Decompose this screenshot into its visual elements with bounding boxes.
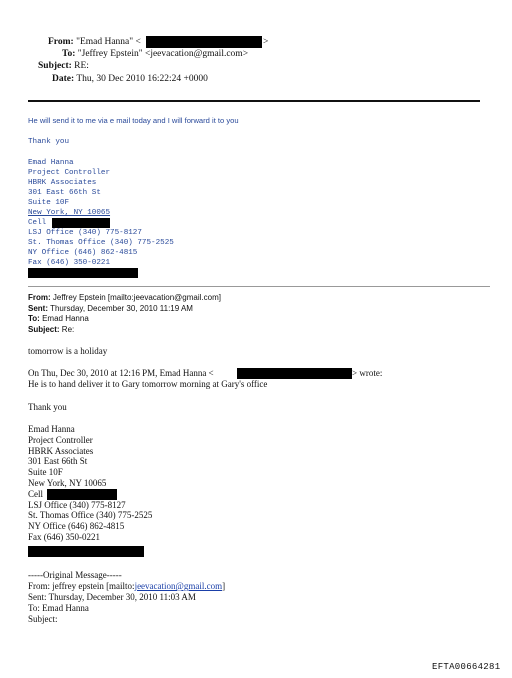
signature-line: HBRK Associates [28,179,97,187]
original-from-start: From: jeffrey epstein [mailto: [28,581,135,591]
redaction-box [28,268,138,278]
quoted-signature [28,424,152,543]
quoted-wrote: > wrote: [352,368,383,378]
quoted-from-label: From: [28,293,51,302]
original-subject: Subject: [28,614,58,624]
redaction-box [47,489,117,500]
signature-line: LSJ Office (340) 775-8127 [28,229,142,237]
header-from-row [48,36,141,48]
signature-line: 301 East 66th St [28,189,101,197]
subject-label: Subject: [38,61,72,71]
quote-divider [28,286,490,287]
header-subject-row [38,60,89,72]
quoted-subject-value: Re: [61,324,75,334]
quoted-subject-label: Subject: [28,324,60,334]
quoted-on-line: On Thu, Dec 30, 2010 at 12:16 PM, Emad Hanna < [28,368,214,378]
signature-line: St. Thomas Office (340) 775-2525 [28,239,174,247]
signature-line: Project Controller [28,169,111,177]
header-divider [28,100,480,102]
original-divider: -----Original Message----- [28,570,122,580]
signature-line: NY Office (646) 862-4815 [28,249,138,257]
signature-line: New York, NY 10065 [28,477,107,488]
redaction-box [237,368,352,379]
quoted-to-value: Emad Hanna [42,314,89,323]
header-to-row [62,48,248,60]
signature-line: LSJ Office (340) 775-8127 [28,499,126,510]
to-label: To: [62,49,76,59]
signature-line: New York, NY 10065 [28,209,111,217]
signature-line: Emad Hanna [28,159,74,167]
from-label: From: [48,37,74,47]
signature-line: Suite 10F [28,467,63,478]
signature-line: Fax (646) 350-0221 [28,259,111,267]
reply-message: He will send it to me via e mail today and I will forward it to you [28,116,239,125]
bates-number: EFTA00664281 [432,662,501,672]
original-from-end: ] [222,581,226,591]
date-value: Thu, 30 Dec 2010 16:22:24 +0000 [76,74,208,84]
quoted-sent-label: Sent: [28,303,48,313]
signature-line: HBRK Associates [28,445,94,456]
signature-line: Fax (646) 350-0221 [28,531,100,542]
signature-line: Cell [28,219,47,227]
reply-thanks: Thank you [28,138,70,146]
signature-line: Emad Hanna [28,424,75,434]
from-tail: > [263,37,269,47]
signature-line: St. Thomas Office (340) 775-2525 [28,510,153,521]
original-sent: Sent: Thursday, December 30, 2010 11:03 AM [28,592,196,602]
quoted-body: tomorrow is a holiday [28,346,108,356]
signature-line: Suite 10F [28,199,70,207]
quoted-hand-deliver: He is to hand deliver it to Gary tomorrow morning at Gary's office [28,379,268,389]
original-from [28,581,225,592]
quoted-thanks: Thank you [28,402,67,412]
redaction-box [28,546,144,557]
redaction-box [146,36,262,48]
date-label: Date: [52,74,75,84]
signature-line: NY Office (646) 862-4815 [28,521,125,532]
signature-line: 301 East 66th St [28,456,88,467]
original-email-link[interactable]: jeevacation@gmail.com [134,581,223,591]
from-value: "Emad Hanna" < [76,37,141,47]
to-value: "Jeffrey Epstein" <jeevacation@gmail.com> [77,49,249,59]
signature-line: Cell [28,488,43,499]
reply-signature [28,158,174,268]
original-to: To: Emad Hanna [28,603,89,613]
quoted-sent-value: Thursday, December 30, 2010 11:19 AM [50,303,193,313]
header-date-row [52,73,208,85]
signature-line: Project Controller [28,434,93,445]
quoted-from-value: Jeffrey Epstein [mailto:jeevacation@gmail.com] [52,293,221,302]
quoted-header [28,293,221,335]
subject-value: RE: [74,61,89,71]
quoted-to-label: To: [28,314,40,323]
redaction-box [52,218,110,228]
